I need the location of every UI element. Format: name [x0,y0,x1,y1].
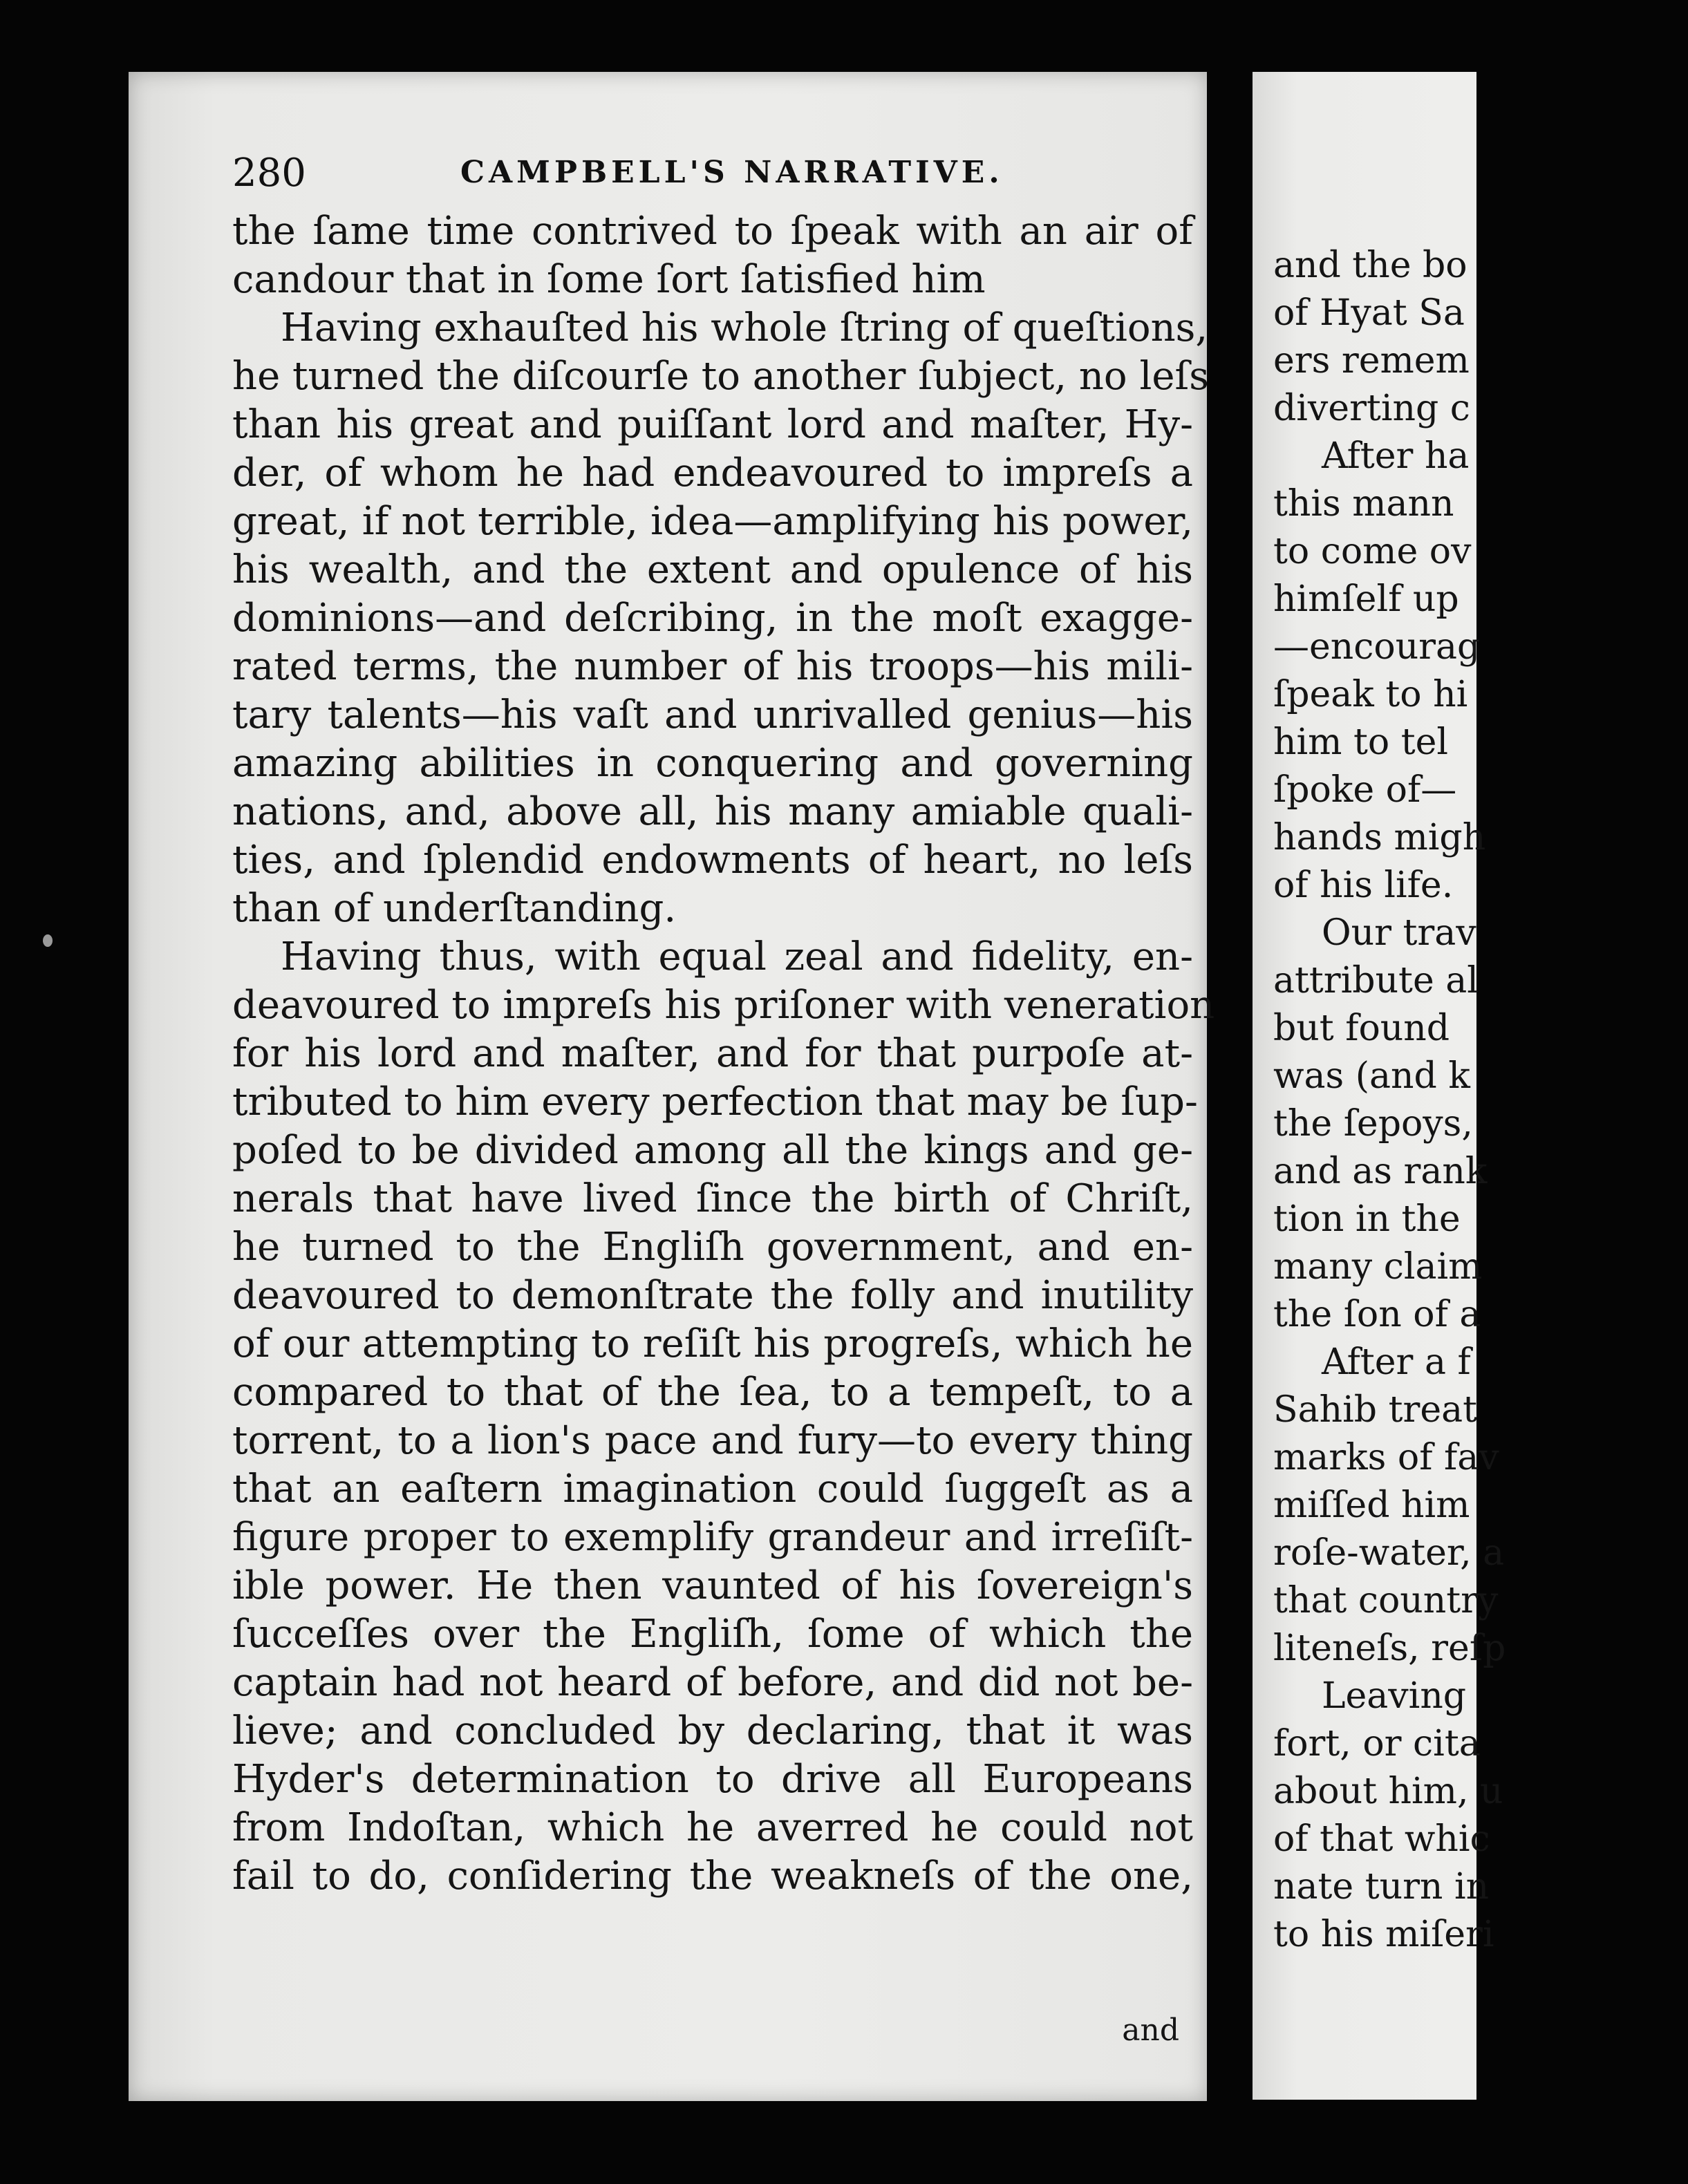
text-line: dominions—and deſcribing, in the moſt exagge- [232,596,1193,641]
scan-speck [43,934,53,947]
right-book-page-partial [1253,72,1506,2100]
text-line: der, of whom he had endeavoured to impreſs a [232,451,1193,496]
text-line: ſpoke of— [1273,769,1457,811]
text-line: fort, or cita [1273,1723,1481,1764]
text-line: lieve; and concluded by declaring, that it was [232,1708,1193,1753]
text-line: tributed to him every perfection that may be ſup- [232,1080,1198,1124]
text-line: liteneſs, reſp [1273,1628,1506,1669]
text-line: that country [1273,1580,1499,1621]
text-line: nate turn in [1273,1866,1490,1908]
text-line: and the bo [1273,245,1467,286]
text-line: Hyder's determination to drive all Europeans [232,1757,1193,1802]
text-line: of that whic [1273,1818,1490,1860]
text-line: tion in the [1273,1198,1461,1240]
text-line: ers remem [1273,340,1470,382]
catchword: and [1122,2013,1179,2048]
text-line: was (and k [1273,1055,1470,1097]
text-line: than of underſtanding. [232,886,677,931]
text-line: roſe-water, a [1273,1532,1505,1574]
text-line: this mann [1273,483,1454,525]
text-line: amazing abilities in conquering and governing [232,741,1193,786]
text-line: fail to do, conſidering the weakneſs of the one, [232,1854,1193,1899]
text-line: many claim [1273,1246,1483,1288]
text-line: tary talents—his vaſt and unrivalled genius—his [232,693,1193,737]
text-line: nations, and, above all, his many amiable quali- [232,789,1193,834]
right-page-text [1273,242,1688,1959]
text-line: great, if not terrible, idea—amplifying his power, [232,499,1193,544]
text-line: hands migh [1273,817,1486,858]
text-line: —encourag [1273,626,1481,668]
text-line: the ſepoys, [1273,1103,1473,1145]
text-line: compared to that of the ſea, to a tempeſt, to a [232,1370,1193,1415]
text-line: about him, u [1273,1771,1503,1812]
text-line: from Indoſtan, which he averred he could not [232,1805,1193,1850]
text-line: of his life. [1273,865,1454,906]
text-line: marks of fav [1273,1437,1499,1478]
text-line: nerals that have lived ſince the birth of Chriſt, [232,1176,1193,1221]
text-line: and as rank [1273,1151,1488,1192]
text-line: the ſame time contrived to ſpeak with an air of [232,209,1193,254]
text-line: deavoured to impreſs his priſoner with veneration [232,983,1215,1028]
running-head [232,151,1200,206]
text-line: but found [1273,1008,1450,1049]
text-line: Leaving [1322,1675,1467,1717]
text-line: to his miſeri [1273,1914,1494,1955]
text-line: to come ov [1273,531,1472,572]
text-line: Sahib treat [1273,1389,1477,1431]
text-line: the ſon of a [1273,1294,1481,1335]
text-line: poſed to be divided among all the kings and ge- [232,1128,1193,1173]
text-line: candour that in ſome ſort ſatisfied him [232,257,986,302]
text-line: himſelf up [1273,578,1459,620]
text-line: him to tel [1273,722,1448,763]
text-line: torrent, to a lion's pace and fury—to every thing [232,1418,1193,1463]
text-line: for his lord and maſter, and for that purpoſe at- [232,1031,1193,1076]
text-line: miſſed him [1273,1485,1470,1526]
text-line: diverting c [1273,388,1470,429]
text-line: he turned to the Engliſh government, and en- [232,1225,1193,1270]
text-line: Our trav [1322,912,1476,954]
text-line: of Hyat Sa [1273,292,1465,334]
text-line: deavoured to demonſtrate the folly and inutility [232,1273,1193,1318]
text-line: ties, and ſplendid endowments of heart, no leſs [232,838,1193,883]
text-line: captain had not heard of before, and did not be- [232,1660,1193,1705]
text-line: Having thus, with equal zeal and fidelity, en- [281,934,1193,979]
text-line: that an eaſtern imagination could ſuggeſt as a [232,1467,1193,1512]
text-line: ible power. He then vaunted of his ſovereign's [232,1563,1193,1608]
left-book-page [129,72,1215,2101]
text-line: rated terms, the number of his troops—his mili- [232,644,1193,689]
text-line: figure proper to exemplify grandeur and irreſiſt- [232,1515,1193,1560]
text-line: ſucceſſes over the Engliſh, ſome of which the [232,1612,1193,1657]
text-line: Having exhauſted his whole ſtring of queſtions, [281,305,1208,350]
text-line: he turned the diſcourſe to another ſubject, no leſs [232,354,1209,399]
running-head-title: CAMPBELL'S NARRATIVE. [460,155,1004,190]
text-line: ſpeak to hi [1273,674,1468,715]
text-line: than his great and puiſſant lord and maſter, Hy- [232,402,1193,447]
page-number: 280 [232,151,306,196]
text-line: attribute al [1273,960,1479,1001]
text-line: After ha [1322,435,1470,477]
text-line: of our attempting to reſiſt his progreſs, which he [232,1321,1193,1366]
text-line: After a f [1322,1342,1471,1383]
body-text [232,207,1215,1901]
text-line: his wealth, and the extent and opulence of his [232,547,1193,592]
